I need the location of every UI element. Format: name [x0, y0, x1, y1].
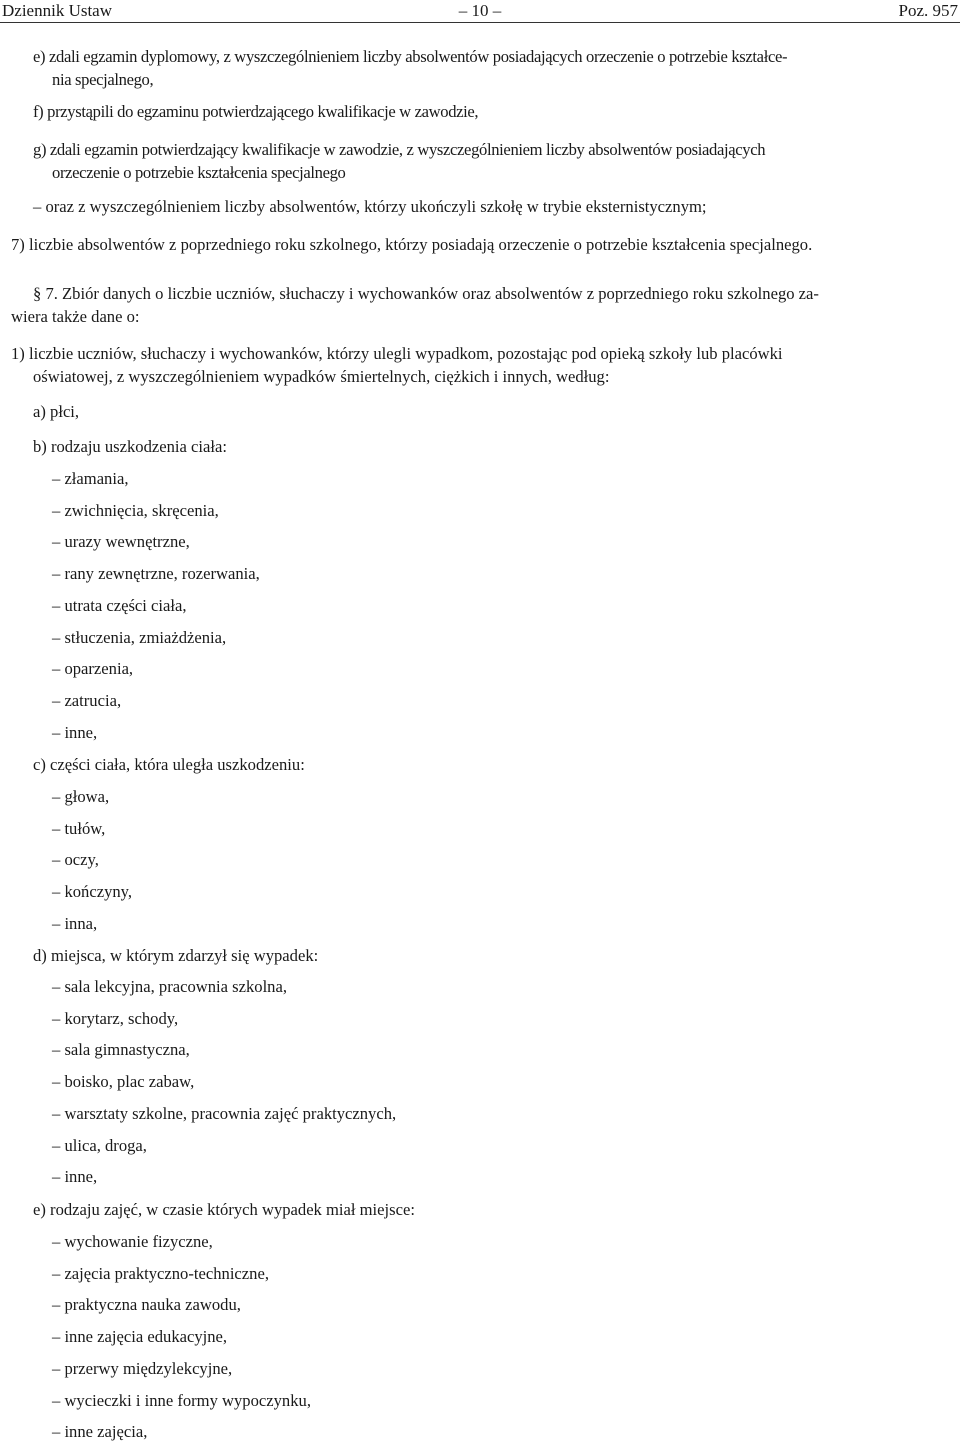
list-item: – zwichnięcia, skręcenia,: [52, 500, 219, 520]
position-number: Poz. 957: [898, 1, 958, 20]
item-d: d) miejsca, w którym zdarzył się wypadek:: [33, 946, 319, 965]
item-1-line1: 1) liczbie uczniów, słuchaczy i wychowanków, którzy ulegli wypadkom, pozostając pod opieką szkoły lub placówki: [11, 344, 783, 363]
item-e-line2: nia specjalnego,: [52, 70, 154, 89]
item-1-line2: oświatowej, z wyszczególnieniem wypadków śmiertelnych, ciężkich i innych, według:: [33, 367, 610, 386]
page-header: [0, 0, 960, 23]
page-number: – 10 –: [458, 1, 502, 20]
list-item: – utrata części ciała,: [52, 595, 187, 615]
list-item: – korytarz, schody,: [52, 1008, 179, 1028]
list-item: – inne zajęcia,: [52, 1422, 148, 1442]
list-item: – zatrucia,: [52, 690, 122, 710]
list-item: – oczy,: [52, 850, 99, 870]
list-item: – stłuczenia, zmiażdżenia,: [52, 627, 227, 647]
list-item: – boisko, plac zabaw,: [52, 1072, 195, 1092]
item-e-line1: e) zdali egzamin dyplomowy, z wyszczególnieniem liczby absolwentów posiadających orzeczenie o potrzebie kształce-: [33, 47, 788, 66]
list-item: – warsztaty szkolne, pracownia zajęć praktycznych,: [52, 1103, 397, 1123]
list-item: – zajęcia praktyczno-techniczne,: [52, 1263, 269, 1283]
item-g-line2: orzeczenie o potrzebie kształcenia specjalnego: [52, 163, 346, 182]
item-e2: e) rodzaju zajęć, w czasie których wypadek miał miejsce:: [33, 1200, 415, 1219]
item-f: f) przystąpili do egzaminu potwierdzającego kwalifikacje w zawodzie,: [33, 102, 479, 121]
list-item: – wycieczki i inne formy wypoczynku,: [52, 1390, 311, 1410]
item-g-line1: g) zdali egzamin potwierdzający kwalifikacje w zawodzie, z wyszczególnieniem liczby absolwentów posiadających: [33, 140, 766, 159]
paragraph-7-line2: wiera także dane o:: [11, 307, 140, 326]
list-item: – rany zewnętrzne, rozerwania,: [52, 564, 260, 584]
list-item: – inne,: [52, 722, 98, 742]
list-item: – głowa,: [52, 787, 110, 806]
list-item: – sala lekcyjna, pracownia szkolna,: [52, 977, 287, 996]
item-c: c) części ciała, która uległa uszkodzeniu:: [33, 755, 305, 774]
list-item: – inna,: [52, 913, 98, 933]
list-item: – przerwy międzylekcyjne,: [52, 1358, 233, 1378]
paragraph-7-line1: § 7. Zbiór danych o liczbie uczniów, słuchaczy i wychowanków oraz absolwentów z poprzedniego roku szkolnego za-: [33, 284, 819, 303]
list-item: – sala gimnastyczna,: [52, 1040, 190, 1060]
list-item: – kończyny,: [52, 882, 133, 902]
item-oraz: – oraz z wyszczególnieniem liczby absolwentów, którzy ukończyli szkołę w trybie eksternistycznym;: [33, 197, 707, 216]
item-7: 7) liczbie absolwentów z poprzedniego roku szkolnego, którzy posiadają orzeczenie o potrzebie kształcenia specjalnego.: [11, 235, 813, 254]
list-item: – oparzenia,: [52, 659, 134, 679]
item-b: b) rodzaju uszkodzenia ciała:: [33, 437, 227, 456]
list-item: – wychowanie fizyczne,: [52, 1232, 213, 1251]
item-a: a) płci,: [33, 402, 80, 421]
list-item: – złamania,: [52, 469, 129, 488]
list-item: – ulica, droga,: [52, 1135, 147, 1155]
list-item: – praktyczna nauka zawodu,: [52, 1295, 241, 1315]
list-item: – tułów,: [52, 818, 106, 838]
list-item: – urazy wewnętrzne,: [52, 532, 190, 552]
journal-title: Dziennik Ustaw: [2, 1, 113, 20]
list-item: – inne,: [52, 1167, 98, 1187]
list-item: – inne zajęcia edukacyjne,: [52, 1327, 228, 1347]
